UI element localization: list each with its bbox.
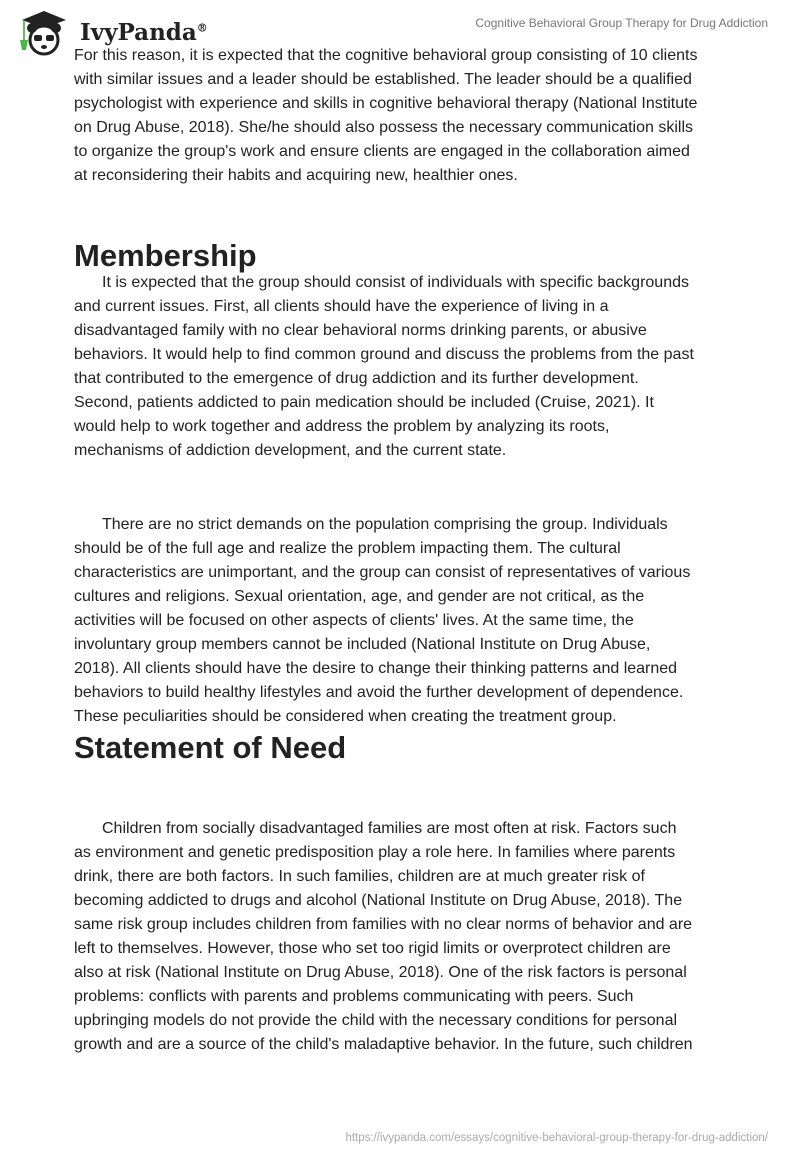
text-line: behaviors. It would help to find common ground and discuss the problems from the past [74, 346, 694, 363]
document-title: Cognitive Behavioral Group Therapy for Drug Addiction [475, 16, 768, 30]
text-line: mechanisms of addiction development, and the current state. [74, 442, 507, 459]
text-line: behaviors to build healthy lifestyles and avoid the further development of dependence. [74, 684, 684, 701]
text-line: characteristics are unimportant, and the group can consist of representatives of various [74, 564, 691, 581]
text-line: cultures and religions. Sexual orientation, age, and gender are not critical, as the [74, 588, 645, 605]
text-line: at reconsidering their habits and acquiring new, healthier ones. [74, 167, 518, 184]
text-line: on Drug Abuse, 2018). She/he should also possess the necessary communication skills [74, 119, 694, 136]
text-line: It is expected that the group should consist of individuals with specific backgrounds [102, 274, 689, 291]
text-line: as environment and genetic predisposition play a role here. In families where parents [74, 844, 676, 861]
text-line: These peculiarities should be considered when creating the treatment group. [74, 708, 617, 725]
paragraph [74, 513, 754, 729]
text-line: problems: conflicts with parents and problems communicating with peers. Such [74, 988, 634, 1005]
text-line: For this reason, it is expected that the cognitive behavioral group consisting of 10 clients [74, 47, 698, 64]
text-line: psychologist with experience and skills in cognitive behavioral therapy (National Institute [74, 95, 698, 112]
text-line: to organize the group's work and ensure clients are engaged in the collaboration aimed [74, 143, 690, 160]
text-line: There are no strict demands on the population comprising the group. Individuals [102, 516, 668, 533]
text-line: also at risk (National Institute on Drug Abuse, 2018). One of the risk factors is personal [74, 964, 687, 981]
footer-url[interactable]: https://ivypanda.com/essays/cognitive-behavioral-group-therapy-for-drug-addiction/ [345, 1132, 768, 1144]
text-line: with similar issues and a leader should be established. The leader should be a qualified [74, 71, 692, 88]
text-line: disadvantaged family with no clear behavioral norms drinking parents, or abusive [74, 322, 647, 339]
text-line: would help to work together and address the problem by analyzing its roots, [74, 418, 610, 435]
section-heading-membership: Membership [74, 238, 257, 273]
panda-logo-icon [16, 8, 72, 56]
text-line: 2018). All clients should have the desire to change their thinking patterns and learned [74, 660, 678, 677]
text-line: left to themselves. However, those who set too rigid limits or overprotect children are [74, 940, 671, 957]
paragraph [74, 817, 754, 1057]
text-line: involuntary group members cannot be included (National Institute on Drug Abuse, [74, 636, 651, 653]
text-line: Children from socially disadvantaged families are most often at risk. Factors such [102, 820, 677, 837]
logo-text: IvyPanda® [80, 18, 208, 46]
text-line: becoming addicted to drugs and alcohol (National Institute on Drug Abuse, 2018). The [74, 892, 683, 909]
text-line: growth and are a source of the child's maladaptive behavior. In the future, such children [74, 1036, 693, 1053]
text-line: that contributed to the emergence of drug addiction and its further development. [74, 370, 639, 387]
text-line: drink, there are both factors. In such families, children are at much greater risk of [74, 868, 645, 885]
text-line: and current issues. First, all clients should have the experience of living in a [74, 298, 609, 315]
paragraph [74, 271, 754, 463]
text-line: Second, patients addicted to pain medication should be included (Cruise, 2021). It [74, 394, 654, 411]
paragraph [74, 44, 754, 188]
text-line: same risk group includes children from families with no clear norms of behavior and are [74, 916, 693, 933]
text-line: should be of the full age and realize the problem impacting them. The cultural [74, 540, 621, 557]
text-line: upbringing models do not provide the child with the necessary conditions for personal [74, 1012, 678, 1029]
text-line: activities will be focused on other aspects of clients' lives. At the same time, the [74, 612, 634, 629]
section-heading-statement-of-need: Statement of Need [74, 730, 347, 765]
